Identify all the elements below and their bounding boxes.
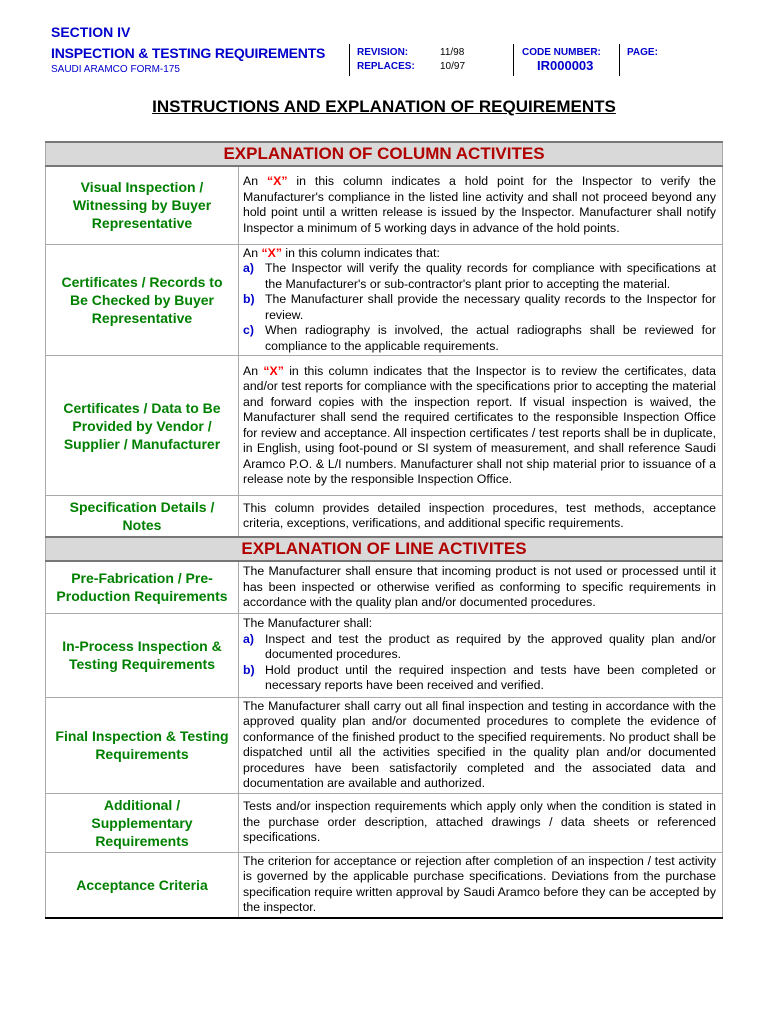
list-marker: a) <box>243 631 254 646</box>
header-divider <box>349 44 350 76</box>
row-description <box>239 793 723 852</box>
row-description <box>239 697 723 793</box>
code-number-label: CODE NUMBER: <box>522 47 601 58</box>
code-number-value: IR000003 <box>537 58 594 73</box>
list-marker: c) <box>243 323 254 337</box>
text-fragment: An <box>243 245 262 260</box>
table-row <box>46 852 723 918</box>
list-item <box>243 292 716 323</box>
section-heading-row <box>46 537 723 561</box>
header-divider <box>619 44 620 76</box>
page-label: PAGE: <box>627 47 658 58</box>
row-description <box>239 852 723 918</box>
row-description <box>239 496 723 538</box>
list-text: When radiography is involved, the actual radiographs shall be reviewed for compliance to the applicable requirements. <box>265 323 716 353</box>
row-text: The criterion for acceptance or rejection after completion of an inspection / test activity is governed by the applicable purchase specifications. Deviations from the purchase specification require written approval by Saudi Aramco before they can be accepted by the inspector. <box>243 853 716 914</box>
x-mark: “X” <box>263 363 284 378</box>
row-text <box>243 364 716 488</box>
row-text <box>243 246 716 262</box>
section-label: SECTION IV <box>51 24 131 40</box>
list-text: The Manufacturer shall provide the necessary quality records to the Inspector for review. <box>265 292 716 322</box>
form-header <box>0 0 768 80</box>
revision-label: REVISION: <box>357 47 409 58</box>
section-heading: EXPLANATION OF COLUMN ACTIVITES <box>46 142 723 166</box>
row-label: Acceptance Criteria <box>46 852 239 918</box>
row-text: The Manufacturer shall: <box>243 616 373 631</box>
document-title: INSTRUCTIONS AND EXPLANATION OF REQUIREMENTS <box>152 97 616 116</box>
row-description <box>239 613 723 697</box>
x-mark: “X” <box>266 174 288 189</box>
requirements-table <box>45 141 723 919</box>
row-text: The Manufacturer shall ensure that incoming product is not used or processed until it has been inspected or otherwise verified as conforming to specific requirements in accordance with the quality plan and/or documented procedures. <box>243 564 716 609</box>
text-fragment: An <box>243 363 264 378</box>
header-title: INSPECTION & TESTING REQUIREMENTS <box>51 45 326 61</box>
row-text: The Manufacturer shall carry out all final inspection and testing in accordance with the approved quality plan and/or documented procedures to complete the evidence of conformance of the finished product to the specified requirements. No product shall be dispatched until all the activities specified in the quality plan and/or documented procedures have been satisfactorily completed and the associated data and documentation are available and authorized. <box>243 698 716 790</box>
x-mark: “X” <box>261 245 282 260</box>
form-number: SAUDI ARAMCO FORM-175 <box>51 64 180 75</box>
section-heading-row <box>46 142 723 166</box>
list-text: The Inspector will verify the quality records for compliance with specifications at the Manufacturer's or sub-contractor's plant prior to accepting the material. <box>265 261 716 291</box>
table-row <box>46 244 723 356</box>
list-item <box>243 632 716 663</box>
replaces-label: REPLACES: <box>357 61 415 72</box>
row-label: Pre-Fabrication / Pre-Production Requirements <box>46 561 239 613</box>
row-description <box>239 561 723 613</box>
row-label: Final Inspection & Testing Requirements <box>46 697 239 793</box>
list-marker: b) <box>243 292 255 306</box>
table-row <box>46 697 723 793</box>
list-item <box>243 323 716 354</box>
list-marker: a) <box>243 261 254 275</box>
row-label: Additional / Supplementary Requirements <box>46 793 239 852</box>
table-row <box>46 793 723 852</box>
row-text <box>243 174 716 236</box>
row-label: Specification Details / Notes <box>46 496 239 538</box>
replaces-value: 10/97 <box>440 61 466 72</box>
list-text: Hold product until the required inspection and tests have been completed or necessary reports have been received and verified. <box>265 662 716 693</box>
row-text: Tests and/or inspection requirements which apply only when the condition is stated in the purchase order description, attached drawings / data sheets or referenced specifications. <box>243 799 716 845</box>
row-description <box>239 244 723 356</box>
row-label: In-Process Inspection & Testing Requirements <box>46 613 239 697</box>
header-divider <box>513 44 514 76</box>
row-text: This column provides detailed inspection procedures, test methods, acceptance criteria, exceptions, verifications, and additional specific requirements. <box>243 500 716 530</box>
text-fragment: in this column indicates a hold point for the Inspector to verify the Manufacturer's compliance in the listed line activity and shall not proceed beyond any hold point until a written release is issued by the Inspector. Manufacturer shall notify Inspector a minimum of 5 working days in advance of the hold points. <box>243 174 716 235</box>
row-description <box>239 356 723 496</box>
table-row <box>46 166 723 244</box>
table-row <box>46 496 723 538</box>
row-description <box>239 166 723 244</box>
table-row <box>46 356 723 496</box>
list-item <box>243 663 716 694</box>
text-fragment: in this column indicates that the Inspector is to review the certificates, data and/or test reports for compliance with the specifications prior to accepting the material and forward copies with the inspection report. If visual inspection is waived, the Manufacturer shall send the required certificates to the responsible Inspection Office for review and acceptance. All inspection certificates / test reports shall be in duplicate, in English, using foot-pound or SI system of measurement, and shall reference Saudi Aramco P.O. & L/I numbers. Manufacturer shall not ship material prior to issuance of a release note by the responsible Inspection Office. <box>243 363 716 486</box>
text-fragment: An <box>243 174 267 189</box>
row-label: Certificates / Records to Be Checked by Buyer Representative <box>46 244 239 356</box>
list-item <box>243 261 716 292</box>
row-label: Certificates / Data to Be Provided by Vendor / Supplier / Manufacturer <box>46 356 239 496</box>
section-heading: EXPLANATION OF LINE ACTIVITES <box>46 537 723 561</box>
row-label: Visual Inspection / Witnessing by Buyer Representative <box>46 166 239 244</box>
list-text: Inspect and test the product as required by the approved quality plan and/or documented procedures. <box>265 631 716 662</box>
revision-value: 11/98 <box>440 47 465 58</box>
text-fragment: in this column indicates that: <box>281 245 440 260</box>
list-marker: b) <box>243 662 255 677</box>
table-row <box>46 613 723 697</box>
table-row <box>46 561 723 613</box>
